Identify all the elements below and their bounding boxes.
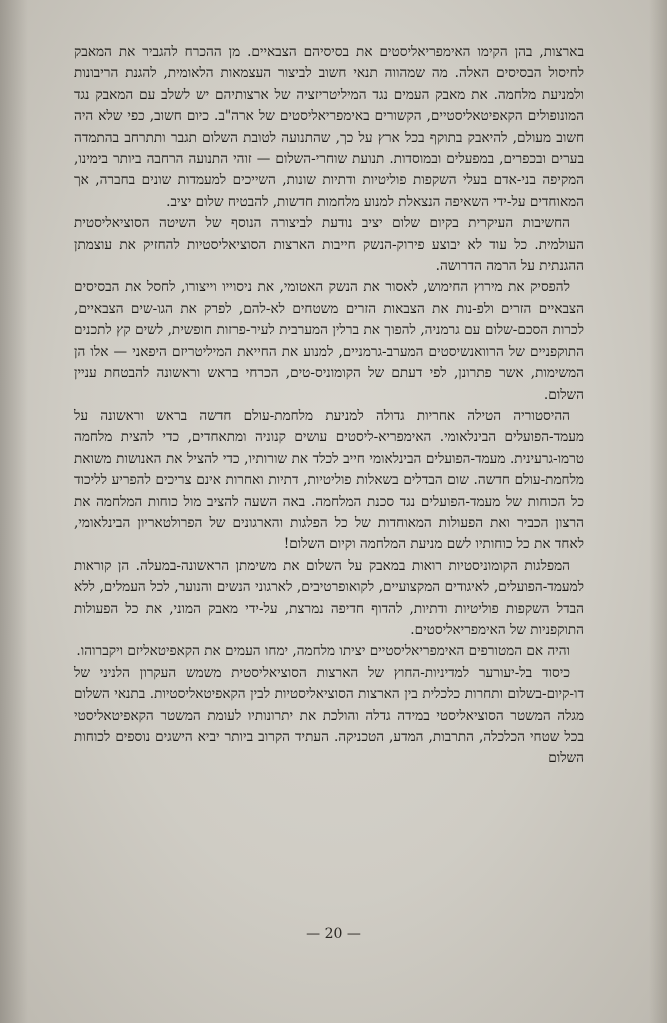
paragraph-6: והיה אם המטורפים האימפריאליסטיים יציתו מלחמה, ימחו העמים את הקאפיטאליזם ויקברוהו.	[76, 643, 570, 660]
paragraph-4: ההיסטוריה הטילה אחריות גדולה למניעת מלחמת-עולם חדשה בראש וראשונה על מעמד-הפועלים הבינלאומי. האימפריא-ליסטים עושים קנוניה ומתאחדים, כדי להצית מלחמה טרמו-גרעינית. מעמד-הפועלים הבינלאומי חייב לכלד את שורותיו, כדי להציל את האנושות משואת מלחמת-עולם חדשה. שום הבדלים בשאלות פוליטיות, דתיות ואחרות אינם צריכים להפריע לליכוד כל הכוחות של מעמד-הפועלים נגד סכנת המלחמה. באה השעה להציב מול כוחות המלחמה את הרצון הכביר ואת הפעולות המאוחדות של כל הפלגות והארגונים של הפרולטאריון הבינלאומי, לאחד את כל כוחותיו לשם מניעת המלחמה וקיום השלום!	[74, 407, 584, 553]
paragraph-1: בארצות, בהן הקימו האימפריאליסטים את בסיסיהם הצבאיים. מן ההכרח להגביר את המאבק לחיסול הבסיסים האלה. מה שמהווה תנאי חשוב לביצור העצמאות הלאומית, להגנת הריבונות ולמניעת מלחמה. את מאבק העמים נגד המיליטריזציה של ארצותיהם יש לשלב עם המאבק נגד המונופולים הקאפיטאליסטיים, הקשורים באימפריאליסטים של ארה"ב. כיום חשוב, כפי שלא היה חשוב מעולם, להיאבק בתוקף בכל ארץ על כך, שהתנועה לטובת השלום תגבר ותתרחב בהתמדה בערים ובכפרים, במפעלים ובמוסדות. תנועת שוחרי-השלום — זוהי התנועה הרחבה ביותר בימינו, המקיפה בני-אדם בעלי השקפות פוליטיות ודתיות שונות, השייכים למעמדות שונים בחברה, אך המאוחדים על-ידי השאיפה הנצאלת למנוע מלחמות חדשות, להבטיח שלום יציב.	[74, 44, 584, 210]
paragraph-2: החשיבות העיקרית בקיום שלום יציב נודעת לביצורה הנוסף של השיטה הסוציאליסטית העולמית. כל עוד לא יבוצע פירוק-הנשק חייבות הארצות הסוציאליסטיות להחזיק את עוצמתן ההגנתית על הרמה הדרושה.	[74, 215, 584, 275]
paragraph-5: המפלגות הקומוניסטיות רואות במאבק על השלום את משימתן הראשונה-במעלה. הן קוראות למעמד-הפועלים, לאיגודים המקצועיים, לקואופרטיבים, לארגוני הנשים והנוער, לכל העמלים, ללא הבדל השקפות פוליטיות ודתיות, להדוף חדיפה נמרצת, על-ידי מאבק המוני, את כל הפעולות התוקפניות של האימפריאליסטים.	[74, 557, 584, 638]
paragraph-3: להפסיק את מירוץ החימוש, לאסור את הנשק האטומי, את ניסוייו וייצורו, לחסל את הבסיסים הצבאיים הזרים ולפ-נות את הצבאות הזרים משטחים לא-להם, לפרק את הגו-שים הצבאיים, לכרות הסכם-שלום עם גרמניה, להפוך את ברלין המערבית לעיר-פרזות חופשית, לשים קץ לתכנים התוקפניים של הרוואנשיסטים המערב-גרמניים, למנוע את החייאת המיליטריזם היפאני — אלו הן המשימות, אשר פתרונן, לפי דעתם של הקומוניס-טים, הכרחי בראש וראשונה להבטחת עניין השלום.	[74, 279, 584, 403]
paragraph-7: כיסוד בל-יעורער למדיניות-החוץ של הארצות הסוציאליסטית משמש העקרון הלניני של דו-קיום-בשלום ותחרות כלכלית בין הארצות הסוציאליסטיות לבין הקאפיטאליסטיות. בתנאי השלום מגלה המשטר הסוציאליסטי במידה גדלה והולכת את יתרונותיו לעומת המשטר הקאפיטאליסטי בכל שטחי הכלכלה, התרבות, המדע, הטכניקה. העתיד הקרוב ביותר יביא הישגים נוספים לכוחות השלום	[74, 664, 584, 767]
page-number: — 20 —	[306, 926, 361, 942]
body-text	[74, 42, 584, 770]
